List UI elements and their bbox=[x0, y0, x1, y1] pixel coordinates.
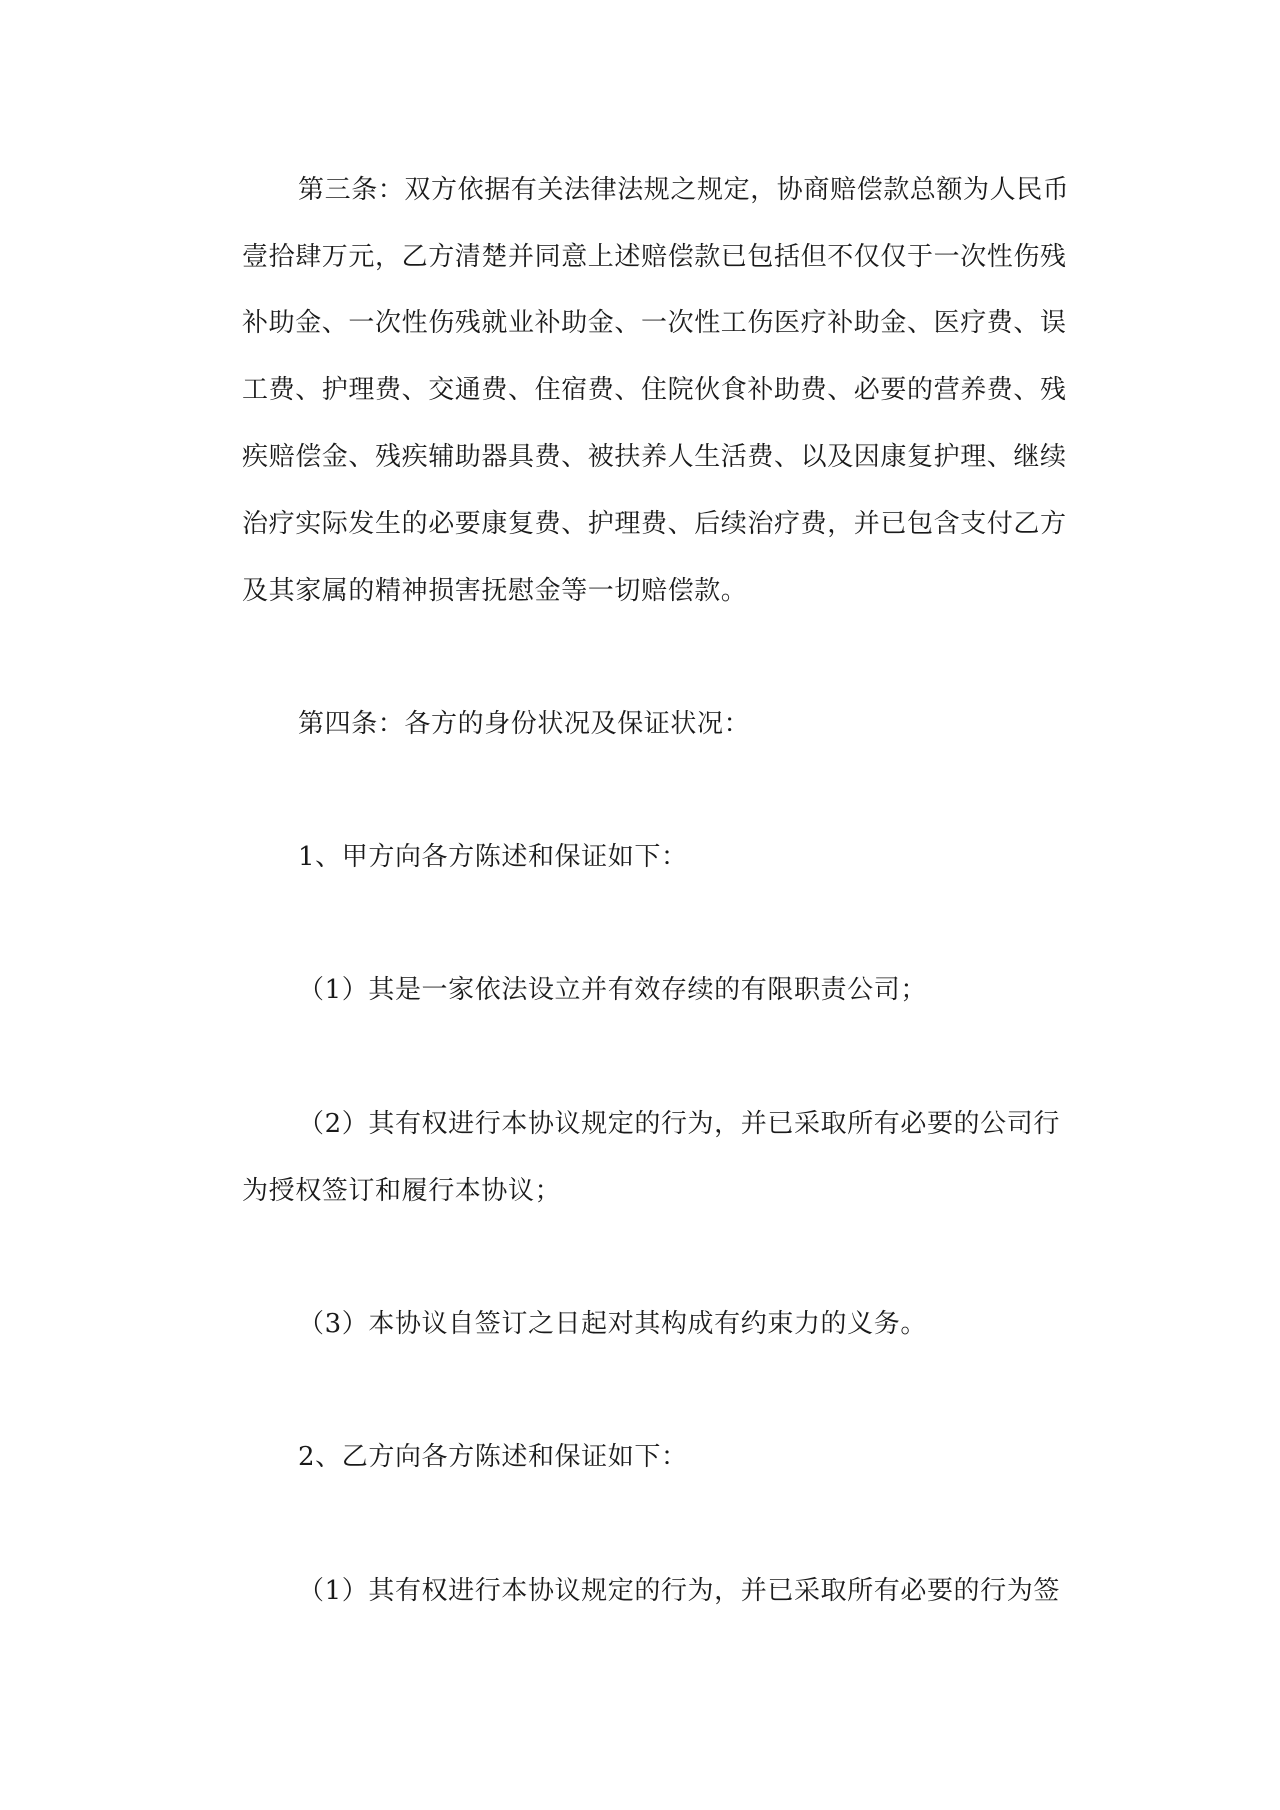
article3-line-1: 第三条：双方依据有关法律法规之规定，协商赔偿款总额为人民币 bbox=[298, 175, 1070, 205]
article4-heading: 第四条：各方的身份状况及保证状况： bbox=[298, 709, 751, 739]
party-b-heading: 2、乙方向各方陈述和保证如下： bbox=[298, 1442, 688, 1472]
party-a-item-2-line-2: 为授权签订和履行本协议； bbox=[242, 1176, 562, 1206]
article3-line-3: 补助金、一次性伤残就业补助金、一次性工伤医疗补助金、医疗费、误 bbox=[242, 308, 1067, 338]
party-a-item-1: （1）其是一家依法设立并有效存续的有限职责公司； bbox=[298, 975, 927, 1005]
article3-line-6: 治疗实际发生的必要康复费、护理费、后续治疗费，并已包含支付乙方 bbox=[242, 509, 1067, 539]
article3-line-5: 疾赔偿金、残疾辅助器具费、被扶养人生活费、以及因康复护理、继续 bbox=[242, 442, 1067, 472]
party-a-item-2-line-1: （2）其有权进行本协议规定的行为，并已采取所有必要的公司行 bbox=[298, 1109, 1060, 1139]
article3-line-2: 壹拾肆万元，乙方清楚并同意上述赔偿款已包括但不仅仅于一次性伤残 bbox=[242, 242, 1067, 272]
party-a-item-3: （3）本协议自签订之日起对其构成有约束力的义务。 bbox=[298, 1309, 927, 1339]
party-a-heading: 1、甲方向各方陈述和保证如下： bbox=[298, 842, 688, 872]
article3-line-7: 及其家属的精神损害抚慰金等一切赔偿款。 bbox=[242, 576, 748, 606]
article3-line-4: 工费、护理费、交通费、住宿费、住院伙食补助费、必要的营养费、残 bbox=[242, 375, 1067, 405]
party-b-item-1-line-1: （1）其有权进行本协议规定的行为，并已采取所有必要的行为签 bbox=[298, 1576, 1060, 1606]
